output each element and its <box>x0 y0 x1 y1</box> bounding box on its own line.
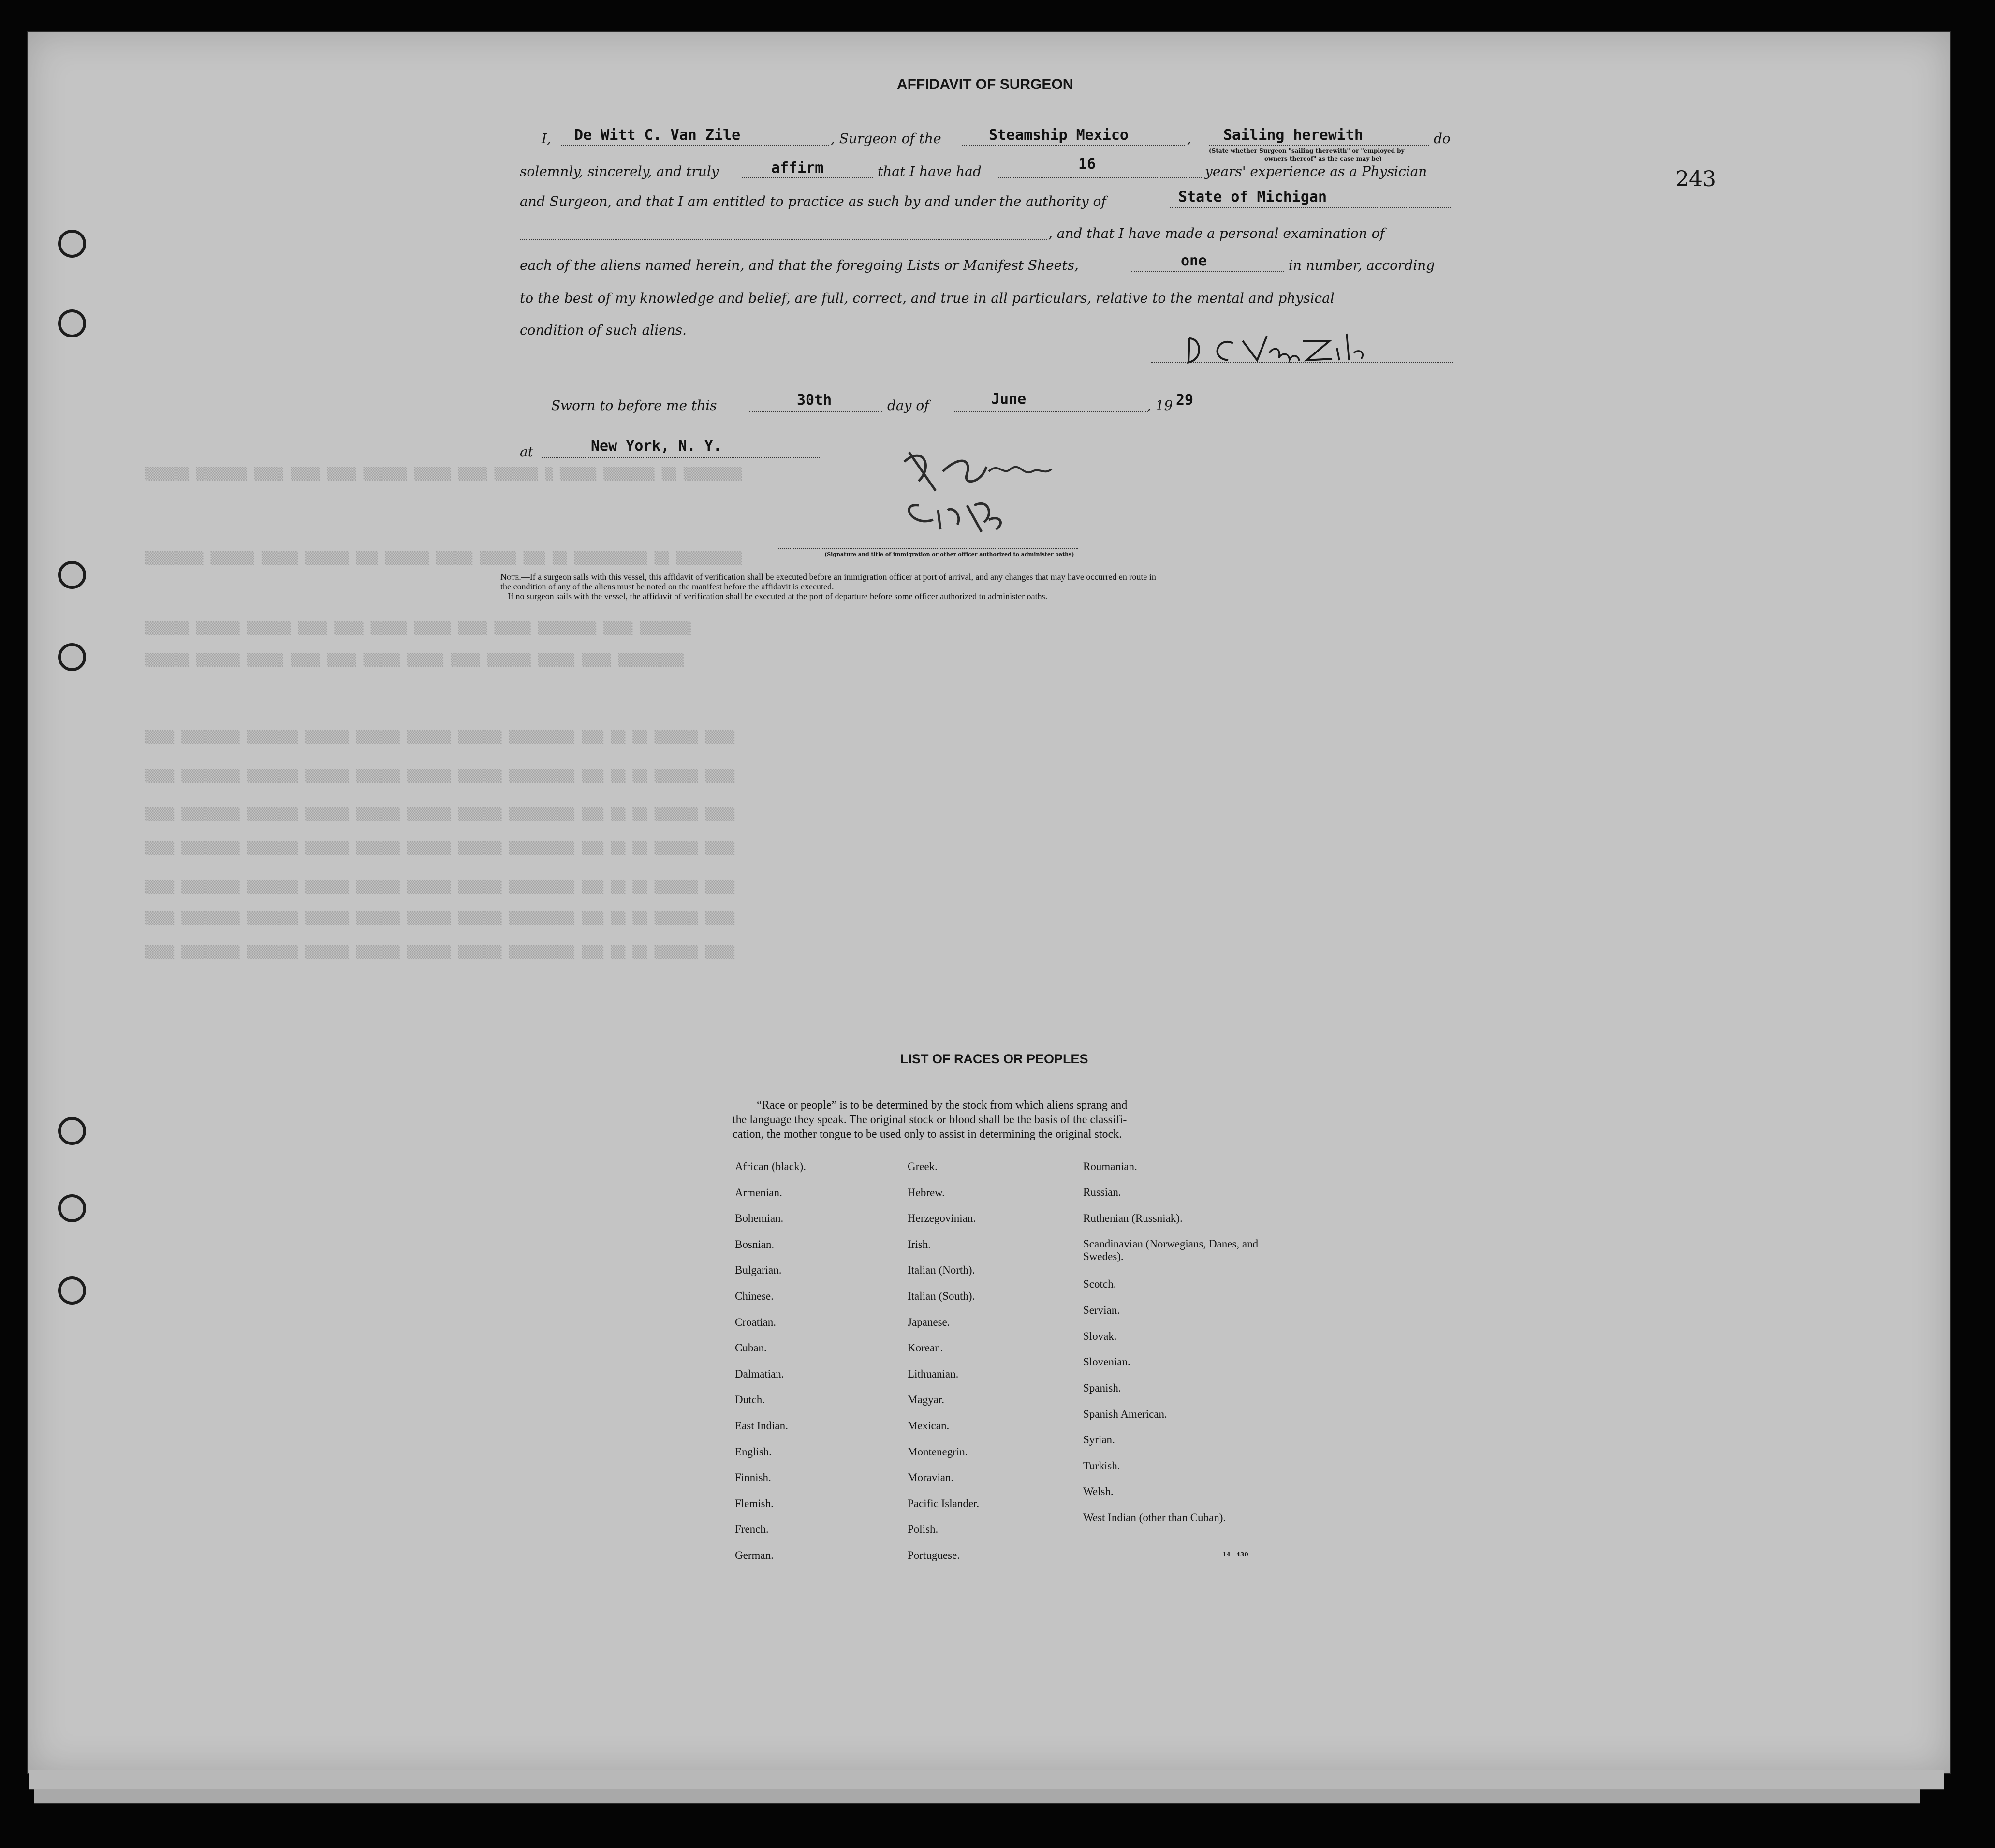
affidavit-note <box>500 572 1156 582</box>
race-entry: Portuguese. <box>908 1549 960 1561</box>
race-entry: West Indian (other than Cuban). <box>1083 1511 1226 1524</box>
status-note: owners thereof" as the case may be) <box>1264 155 1382 162</box>
affidavit-line-1-mid: , Surgeon of the <box>831 131 941 147</box>
race-entry: Lithuanian. <box>908 1368 959 1380</box>
race-entry: Dalmatian. <box>735 1368 784 1380</box>
race-entry: Bosnian. <box>735 1238 775 1250</box>
affidavit-line-5-end: in number, according <box>1289 257 1435 273</box>
race-entry: East Indian. <box>735 1420 788 1432</box>
bleed-through-row: ▒▒▒▒▒▒ ▒▒▒▒▒▒ ▒▒▒▒▒▒ ▒▒▒▒ ▒▒▒▒ ▒▒▒▒▒ ▒▒▒▒▒ ▒▒▒▒ ▒▒▒▒▒ ▒▒▒▒▒▒▒▒ ▒▒▒▒ ▒▒▒▒▒▒▒ <box>145 621 691 635</box>
sailing-status-value: Sailing herewith <box>1223 127 1363 144</box>
surgeon-signature-line <box>1151 362 1453 363</box>
race-entry: Moravian. <box>908 1471 954 1483</box>
race-entry: Chinese. <box>735 1290 774 1302</box>
race-entry: Turkish. <box>1083 1460 1120 1472</box>
authority-underline <box>1170 207 1451 208</box>
sworn-year-value: 29 <box>1176 392 1194 409</box>
sheet-count-underline <box>1131 271 1284 272</box>
race-entry: French. <box>735 1523 769 1535</box>
verb-underline <box>742 177 873 178</box>
sworn-day-value: 30th <box>797 392 832 409</box>
affidavit-line-1-comma: , <box>1187 131 1191 147</box>
race-entry: Korean. <box>908 1342 943 1354</box>
ship-underline <box>962 145 1185 146</box>
sworn-mid: day of <box>887 397 929 413</box>
race-entry: Armenian. <box>735 1187 782 1199</box>
binder-hole <box>58 230 86 258</box>
ship-name-value: Steamship Mexico <box>989 127 1129 144</box>
race-entry: Slovak. <box>1083 1330 1117 1342</box>
affidavit-title: AFFIDAVIT OF SURGEON <box>897 76 1073 92</box>
authority-value: State of Michigan <box>1178 189 1327 205</box>
races-intro-line-3: cation, the mother tongue to be used only to assist in determining the original stock. <box>733 1128 1122 1141</box>
races-intro-line-2: the language they speak. The original stock or blood shall be the basis of the classifi- <box>733 1114 1127 1126</box>
race-entry: Roumanian. <box>1083 1160 1137 1173</box>
page-number: 243 <box>1675 167 1716 191</box>
page-edge-layer <box>29 1770 1944 1790</box>
bleed-through-row: ▒▒▒▒ ▒▒▒▒▒▒▒▒ ▒▒▒▒▒▒▒ ▒▒▒▒▒▒ ▒▒▒▒▒▒ ▒▒▒▒▒▒ ▒▒▒▒▒▒ ▒▒▒▒▒▒▒▒▒ ▒▒▒ ▒▒ ▒▒ ▒▒▒▒▒▒ ▒▒▒▒ <box>145 807 735 821</box>
bleed-through-row: ▒▒▒▒▒▒▒▒ ▒▒▒▒▒▒ ▒▒▒▒▒ ▒▒▒▒▒▒ ▒▒▒ ▒▒▒▒▒▒ ▒▒▒▒▒ ▒▒▒▒▒ ▒▒▒ ▒▒ ▒▒▒▒▒▒▒▒▒▒ ▒▒ ▒▒▒▒▒▒▒▒▒ <box>145 551 742 565</box>
race-entry: Mexican. <box>908 1420 950 1432</box>
affidavit-line-1-lead: I, <box>542 131 551 147</box>
surgeon-name-underline <box>561 145 829 146</box>
binder-hole <box>58 309 86 337</box>
affidavit-line-2-end: years' experience as a Physician <box>1205 163 1427 179</box>
race-entry: Flemish. <box>735 1497 774 1510</box>
note-line-3: If no surgeon sails with the vessel, the affidavit of verification shall be executed at the port of departure before some officer authorized to administer oaths. <box>508 591 1048 601</box>
race-entry: Pacific Islander. <box>908 1497 980 1510</box>
officer-signature-line <box>778 548 1078 549</box>
status-note: (State whether Surgeon "sailing therewith" or "employed by <box>1209 147 1405 154</box>
races-title: LIST OF RACES OR PEOPLES <box>900 1052 1088 1066</box>
bleed-through-row: ▒▒▒▒▒▒ ▒▒▒▒▒▒ ▒▒▒▒▒ ▒▒▒▒ ▒▒▒▒ ▒▒▒▒▒ ▒▒▒▒▒ ▒▒▒▒ ▒▒▒▒▒▒ ▒▒▒▒▒ ▒▒▒▒ ▒▒▒▒▒▒▒▒▒ <box>145 653 684 667</box>
race-entry: Welsh. <box>1083 1485 1114 1497</box>
bleed-through-row: ▒▒▒▒ ▒▒▒▒▒▒▒▒ ▒▒▒▒▒▒▒ ▒▒▒▒▒▒ ▒▒▒▒▒▒ ▒▒▒▒▒▒ ▒▒▒▒▒▒ ▒▒▒▒▒▒▒▒▒ ▒▒▒ ▒▒ ▒▒ ▒▒▒▒▒▒ ▒▒▒▒ <box>145 769 735 783</box>
binder-hole <box>58 1194 86 1222</box>
surgeon-name-value: De Witt C. Van Zile <box>574 127 741 144</box>
note-label: Note. <box>500 572 521 582</box>
note-line-1: —If a surgeon sails with this vessel, this affidavit of verification shall be executed before an immigration officer at port of arrival, and any changes that may have occurred en route in <box>521 572 1156 582</box>
race-entry: English. <box>735 1446 772 1458</box>
page-edge-layer <box>34 1789 1920 1804</box>
sworn-day-underline <box>749 411 882 412</box>
sworn-at-lead: at <box>520 444 533 460</box>
affidavit-line-4: , and that I have made a personal examination of <box>1048 225 1385 241</box>
affidavit-line-5-lead: each of the aliens named herein, and that the foregoing Lists or Manifest Sheets, <box>520 257 1079 273</box>
race-entry: Montenegrin. <box>908 1446 968 1458</box>
surgeon-signature <box>1180 329 1368 372</box>
sworn-place-underline <box>542 457 820 458</box>
bleed-through-row: ▒▒▒▒▒▒ ▒▒▒▒▒▒▒ ▒▒▒▒ ▒▒▒▒ ▒▒▒▒ ▒▒▒▒▒▒ ▒▒▒▒▒ ▒▒▒▒ ▒▒▒▒▒▒ ▒ ▒▒▒▒▒ ▒▒▒▒▒▒▒ ▒▒ ▒▒▒▒▒▒▒▒ <box>145 467 742 481</box>
race-entry: Bohemian. <box>735 1212 784 1224</box>
race-entry: Slovenian. <box>1083 1356 1130 1368</box>
affidavit-line-6: to the best of my knowledge and belief, are full, correct, and true in all particulars, relative to the mental and physical <box>520 290 1335 306</box>
race-entry: Irish. <box>908 1238 931 1250</box>
race-entry: Hebrew. <box>908 1187 945 1199</box>
bleed-through-row: ▒▒▒▒ ▒▒▒▒▒▒▒▒ ▒▒▒▒▒▒▒ ▒▒▒▒▒▒ ▒▒▒▒▒▒ ▒▒▒▒▒▒ ▒▒▒▒▒▒ ▒▒▒▒▒▒▒▒▒ ▒▒▒ ▒▒ ▒▒ ▒▒▒▒▒▒ ▒▒▒▒ <box>145 880 735 894</box>
race-entry: Syrian. <box>1083 1434 1115 1446</box>
races-intro-line-1: “Race or people” is to be determined by the stock from which aliens sprang and <box>757 1099 1128 1112</box>
oath-verb-value: affirm <box>771 160 824 176</box>
bleed-through-row: ▒▒▒▒ ▒▒▒▒▒▒▒▒ ▒▒▒▒▒▒▒ ▒▒▒▒▒▒ ▒▒▒▒▒▒ ▒▒▒▒▒▒ ▒▒▒▒▒▒ ▒▒▒▒▒▒▒▒▒ ▒▒▒ ▒▒ ▒▒ ▒▒▒▒▒▒ ▒▒▒▒ <box>145 945 735 959</box>
race-entry: Scandinavian (Norwegians, Danes, and Swedes). <box>1083 1238 1259 1262</box>
race-entry: Spanish American. <box>1083 1408 1167 1420</box>
officer-caption: (Signature and title of immigration or other officer authorized to administer oaths) <box>824 551 1074 557</box>
form-number: 14—430 <box>1222 1551 1248 1558</box>
years-underline <box>998 177 1202 178</box>
race-entry: Ruthenian (Russniak). <box>1083 1212 1183 1224</box>
affidavit-line-7: condition of such aliens. <box>520 322 687 338</box>
race-entry: Spanish. <box>1083 1382 1121 1394</box>
affidavit-line-2-mid: that I have had <box>878 163 982 179</box>
race-entry: Herzegovinian. <box>908 1212 976 1224</box>
affidavit-line-2-lead: solemnly, sincerely, and truly <box>520 163 719 179</box>
race-entry: Croatian. <box>735 1316 776 1328</box>
sheet-count-value: one <box>1181 252 1207 269</box>
race-entry: German. <box>735 1549 774 1561</box>
sworn-month-underline <box>953 411 1146 412</box>
binder-hole <box>58 1117 86 1145</box>
affidavit-line-3-lead: and Surgeon, and that I am entitled to practice as such by and under the authority of <box>520 193 1106 209</box>
race-entry: Bulgarian. <box>735 1264 782 1276</box>
bleed-through-row: ▒▒▒▒ ▒▒▒▒▒▒▒▒ ▒▒▒▒▒▒▒ ▒▒▒▒▒▒ ▒▒▒▒▒▒ ▒▒▒▒▒▒ ▒▒▒▒▒▒ ▒▒▒▒▒▒▒▒▒ ▒▒▒ ▒▒ ▒▒ ▒▒▒▒▒▒ ▒▒▒▒ <box>145 841 735 855</box>
bleed-through-row: ▒▒▒▒ ▒▒▒▒▒▒▒▒ ▒▒▒▒▒▒▒ ▒▒▒▒▒▒ ▒▒▒▒▒▒ ▒▒▒▒▒▒ ▒▒▒▒▒▒ ▒▒▒▒▒▒▒▒▒ ▒▒▒ ▒▒ ▒▒ ▒▒▒▒▒▒ ▒▒▒▒ <box>145 911 735 925</box>
sworn-place-value: New York, N. Y. <box>591 438 722 455</box>
affidavit-line-1-end: do <box>1434 131 1451 147</box>
race-entry: Cuban. <box>735 1342 767 1354</box>
binder-hole <box>58 561 86 589</box>
binder-hole <box>58 643 86 671</box>
years-experience-value: 16 <box>1078 156 1096 173</box>
sworn-lead: Sworn to before me this <box>551 397 717 413</box>
race-entry: Greek. <box>908 1160 938 1173</box>
race-entry: Italian (North). <box>908 1264 975 1276</box>
race-entry: Polish. <box>908 1523 939 1535</box>
sworn-month-value: June <box>991 391 1027 408</box>
sworn-year-prefix: , 19 <box>1147 397 1173 413</box>
race-entry: Servian. <box>1083 1304 1120 1316</box>
status-underline <box>1209 145 1429 146</box>
note-line-2: the condition of any of the aliens must be noted on the manifest before the affidavit is executed. <box>500 582 834 591</box>
officer-signature <box>890 438 1102 544</box>
race-entry: Dutch. <box>735 1393 765 1406</box>
race-entry: Russian. <box>1083 1186 1121 1198</box>
race-entry: Japanese. <box>908 1316 950 1328</box>
authority-continuation-underline <box>520 239 1047 240</box>
race-entry: Magyar. <box>908 1393 945 1406</box>
race-entry: Italian (South). <box>908 1290 975 1302</box>
race-entry: African (black). <box>735 1160 806 1173</box>
race-entry: Scotch. <box>1083 1278 1116 1290</box>
race-entry: Finnish. <box>735 1471 771 1483</box>
binder-hole <box>58 1276 86 1305</box>
bleed-through-row: ▒▒▒▒ ▒▒▒▒▒▒▒▒ ▒▒▒▒▒▒▒ ▒▒▒▒▒▒ ▒▒▒▒▒▒ ▒▒▒▒▒▒ ▒▒▒▒▒▒ ▒▒▒▒▒▒▒▒▒ ▒▒▒ ▒▒ ▒▒ ▒▒▒▒▒▒ ▒▒▒▒ <box>145 730 735 744</box>
